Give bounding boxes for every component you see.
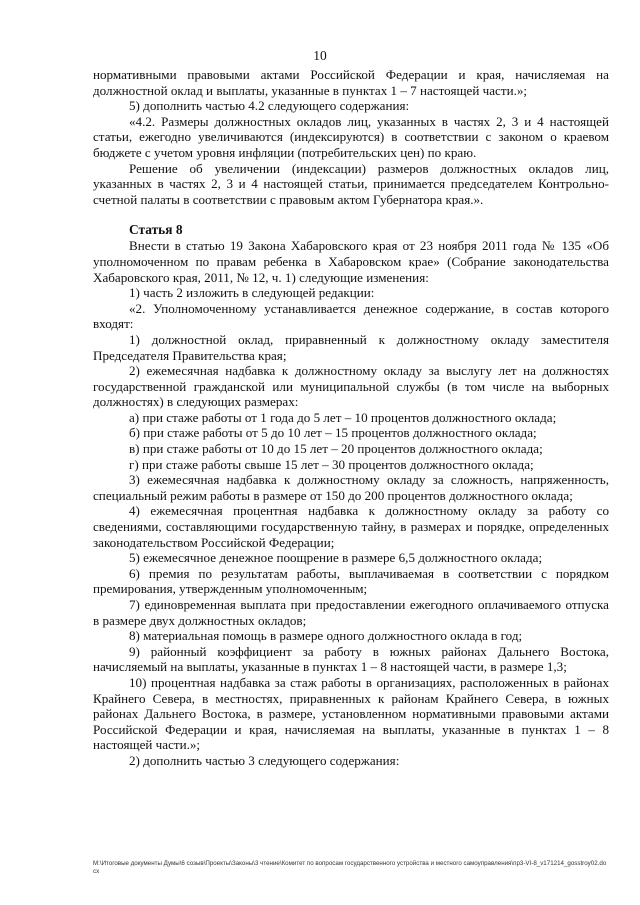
paragraph-item-1: 1) часть 2 изложить в следующей редакции: (129, 285, 375, 301)
footer-file-path: M:\Итоговые документы Думы\6 созыв\Проекты\Законы\3 чтение\Комитет по вопросам государственного устройства и местного самоуправления\пр3-VI-8_v171214_gosstroy02.docx (93, 860, 607, 875)
paragraph-part-4-2: «4.2. Размеры должностных окладов лиц, указанных в частях 2, 3 и 4 настоящей статьи, ежегодно увеличиваются (индексируются) в соответствии с законом о краевом бюджете с учетом уровня инфляции (потребительских цен) по краю. (93, 113, 609, 160)
page-number: 10 (313, 48, 327, 63)
article-heading: Статья 8 (129, 222, 183, 238)
sub-item-b: б) при стаже работы от 5 до 10 лет – 15 процентов должностного оклада; (129, 425, 537, 441)
document-body (93, 67, 609, 769)
list-item-6: 6) премия по результатам работы, выплачиваемая в соответствии с порядком премирования, утвержденным уполномоченным; (93, 565, 609, 597)
sub-item-g: г) при стаже работы свыше 15 лет – 30 процентов должностного оклада; (129, 456, 534, 472)
paragraph-continuation: нормативными правовыми актами Российской Федерации и края, начисляемая на должностной оклад и выплаты, указанные в пунктах 1 – 7 настоящей части.»; (93, 67, 609, 98)
paragraph-indexation-decision: Решение об увеличении (индексации) размеров должностных окладов лиц, указанных в частях 2, 3 и 4 настоящей статьи, принимается председателем Контрольно-счетной палаты в соответствии с правовым актом Губернатора края.». (93, 160, 609, 207)
list-item-8: 8) материальная помощь в размере одного должностного оклада в год; (129, 628, 523, 644)
paragraph-item-2: 2) дополнить частью 3 следующего содержания: (129, 752, 400, 768)
list-item-3: 3) ежемесячная надбавка к должностному окладу за сложность, напряженность, специальный режим работы в размере от 150 до 200 процентов должностного оклада; (93, 472, 609, 503)
list-item-1: 1) должностной оклад, приравненный к должностному окладу заместителя Председателя Правительства края; (93, 331, 609, 363)
paragraph-part-2: «2. Уполномоченному устанавливается денежное содержание, в состав которого входят: (93, 300, 609, 332)
list-item-2: 2) ежемесячная надбавка к должностному окладу за выслугу лет на должностях государственной гражданской или муниципальной службы (в том числе на выборных должностях) в следующих размерах: (93, 363, 609, 410)
sub-item-v: в) при стаже работы от 10 до 15 лет – 20 процентов должностного оклада; (129, 441, 543, 457)
list-item-10: 10) процентная надбавка за стаж работы в организациях, расположенных в районах Крайнего Севера, в местностях, приравненных к районам Крайнего Севера, в южных районах Дальнего Востока, в размере, установленном нормативными правовыми актами Российской Федерации и края, начисляемая на выплаты, указанные в пунктах 1 – 8 настоящей части.»; (93, 674, 609, 753)
list-item-4: 4) ежемесячная процентная надбавка к должностному окладу за работу со сведениями, составляющими государственную тайну, в размерах и порядке, определенных законодательством Российской Федерации; (93, 503, 609, 550)
paragraph-amendment-5: 5) дополнить частью 4.2 следующего содержания: (129, 98, 410, 114)
list-item-7: 7) единовременная выплата при предоставлении ежегодного оплачиваемого отпуска в размере двух должностных окладов; (93, 597, 609, 628)
sub-item-a: а) при стаже работы от 1 года до 5 лет – 10 процентов должностного оклада; (129, 409, 557, 425)
list-item-9: 9) районный коэффициент за работу в южных районах Дальнего Востока, начисляемый на выплаты, указанные в пунктах 1 – 8 настоящей части, в размере 1,3; (93, 643, 609, 675)
paragraph-article-intro: Внести в статью 19 Закона Хабаровского края от 23 ноября 2011 года № 135 «Об уполномоченном по правам ребенка в Хабаровском крае» (Собрание законодательства Хабаровского края, 2011, № 12, ч. 1) следующие изменения: (93, 238, 609, 285)
list-item-5: 5) ежемесячное денежное поощрение в размере 6,5 должностного оклада; (129, 550, 543, 566)
